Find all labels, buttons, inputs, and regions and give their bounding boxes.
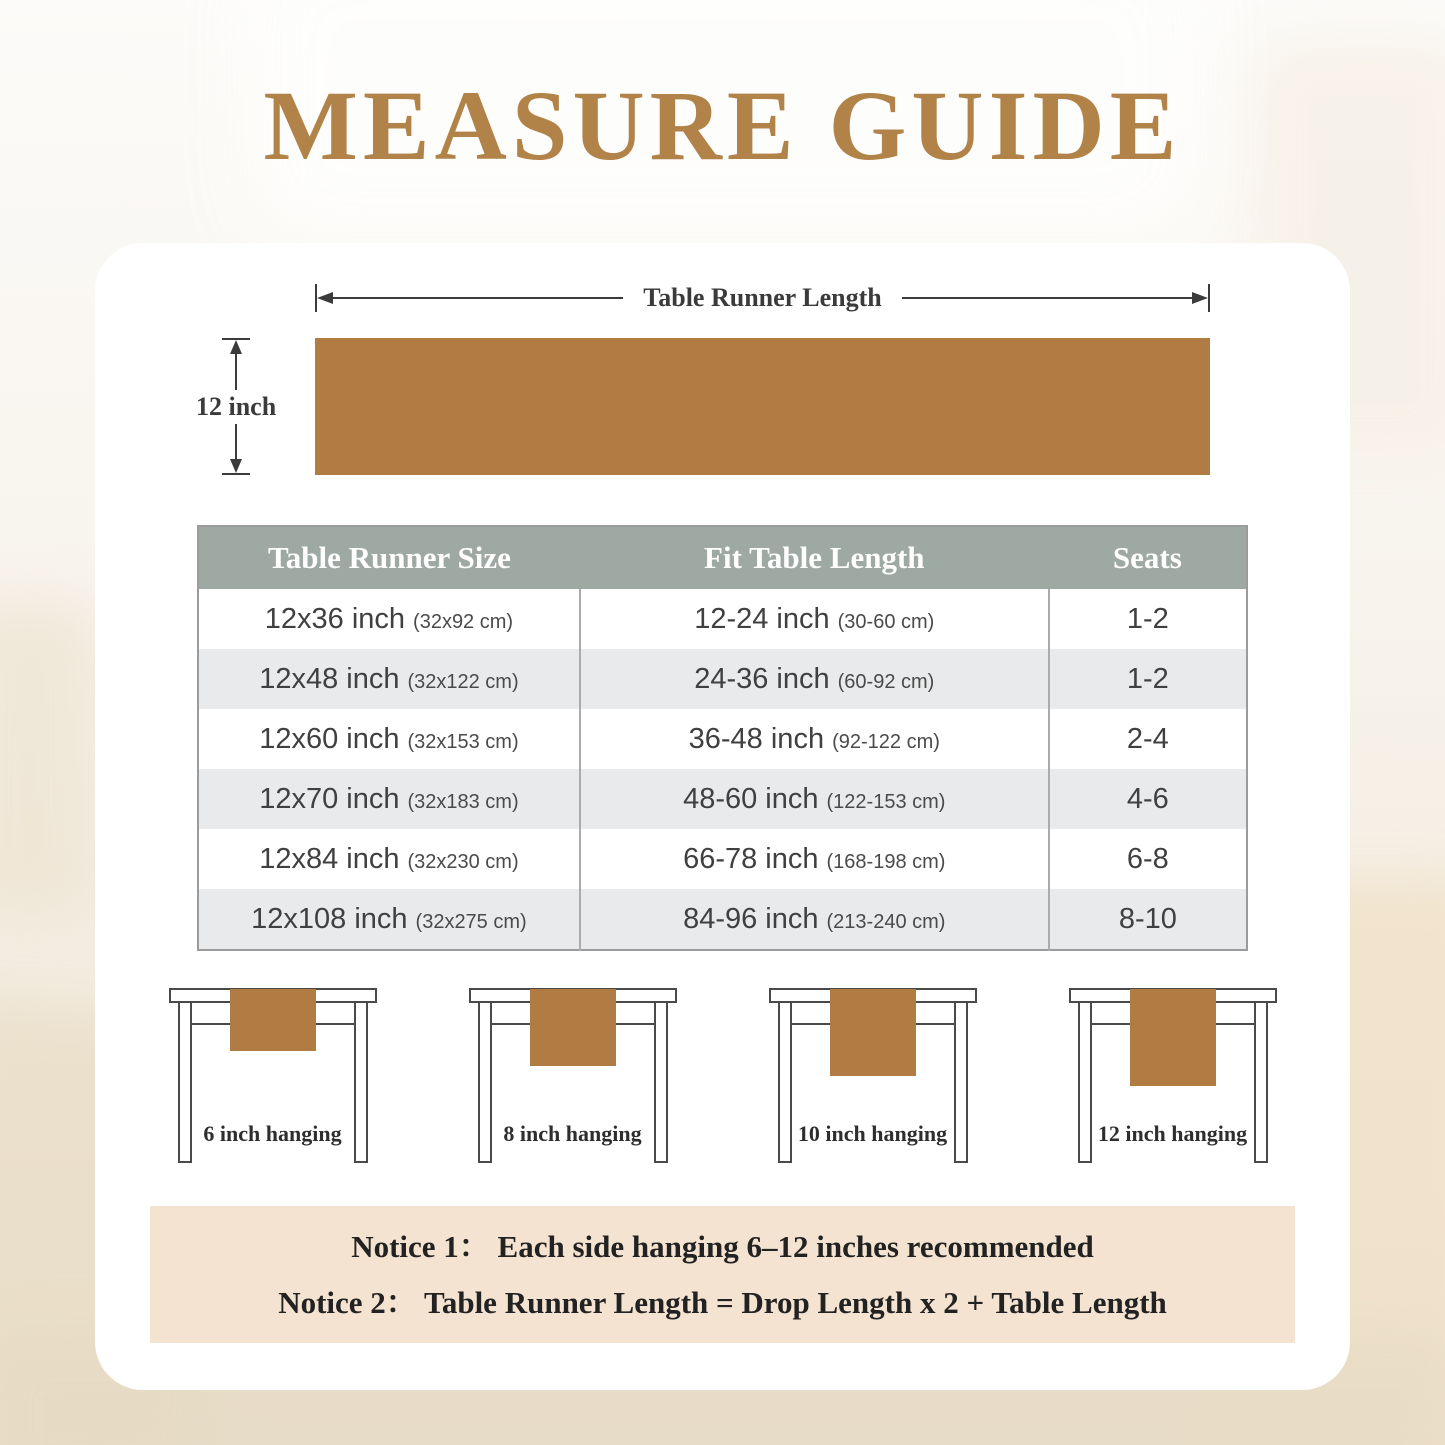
runner-drop (1130, 989, 1216, 1086)
fit-length: 66-78 inch (683, 842, 819, 875)
notice-1: Notice 1： Each side hanging 6–12 inches recommended (351, 1228, 1094, 1264)
runner-drop (830, 989, 916, 1076)
size-table (197, 525, 1248, 951)
table-row (198, 889, 1247, 950)
dimension-line (235, 354, 237, 390)
content-card (95, 243, 1350, 1390)
dimension-line (235, 424, 237, 460)
runner-size: 12x60 inch (259, 722, 400, 755)
runner-size: 12x36 inch (264, 602, 406, 635)
seats: 4-6 (1049, 769, 1247, 829)
seats: 6-8 (1049, 829, 1247, 889)
runner-size-cm: (32x275 cm) (415, 910, 527, 933)
fit-length-cm: (213-240 cm) (826, 910, 946, 933)
fit-length-cm: (168-198 cm) (826, 850, 946, 873)
table-row (198, 709, 1247, 769)
notice-2: Notice 2： Table Runner Length = Drop Length x 2 + Table Length (278, 1284, 1167, 1320)
fit-length: 48-60 inch (683, 782, 819, 815)
hanging-example-12 (1023, 981, 1323, 1186)
table-row (198, 829, 1247, 889)
runner-size-cm: (32x153 cm) (407, 730, 519, 753)
dimension-line (902, 297, 1192, 299)
runner-size-cm: (32x92 cm) (413, 610, 514, 633)
runner-size-cm: (32x122 cm) (407, 670, 519, 693)
width-dimension-indicator (196, 338, 276, 475)
page-title: MEASURE GUIDE (263, 70, 1182, 181)
hanging-examples-row (95, 981, 1350, 1186)
dimension-end-cap (222, 473, 250, 475)
fit-length: 12-24 inch (694, 602, 830, 635)
hanging-label: 12 inch hanging (1097, 1121, 1248, 1146)
table-header-row (198, 526, 1247, 589)
dimension-end-cap (1208, 284, 1210, 312)
runner-drop (230, 989, 316, 1051)
hanging-example-6 (123, 981, 423, 1186)
length-dimension-label: Table Runner Length (643, 283, 882, 312)
runner-size: 12x84 inch (259, 842, 400, 875)
runner-drop (530, 989, 616, 1066)
arrow-down-icon (230, 459, 242, 473)
header-fit-length: Fit Table Length (580, 526, 1049, 589)
fit-length-cm: (122-153 cm) (826, 790, 946, 813)
hanging-example-10 (723, 981, 1023, 1186)
length-dimension-indicator (315, 283, 1210, 313)
hanging-label: 6 inch hanging (203, 1121, 342, 1146)
hanging-example-8 (423, 981, 723, 1186)
arrow-up-icon (230, 340, 242, 354)
fit-length-cm: (60-92 cm) (837, 670, 935, 693)
table-row (198, 769, 1247, 829)
hanging-label: 8 inch hanging (503, 1121, 642, 1146)
arrow-right-icon (1192, 292, 1208, 304)
header-seats: Seats (1049, 526, 1247, 589)
fit-length: 36-48 inch (688, 722, 825, 755)
hanging-label: 10 inch hanging (797, 1121, 948, 1146)
arrow-left-icon (317, 292, 333, 304)
runner-size-cm: (32x230 cm) (407, 850, 519, 873)
runner-size: 12x48 inch (259, 662, 400, 695)
fit-length-cm: (30-60 cm) (837, 610, 935, 633)
seats: 8-10 (1049, 889, 1247, 950)
width-dimension-label: 12 inch (196, 391, 277, 421)
fit-length: 84-96 inch (683, 902, 819, 935)
table-row (198, 589, 1247, 649)
dimension-line (333, 297, 623, 299)
seats: 2-4 (1049, 709, 1247, 769)
fit-length: 24-36 inch (694, 662, 830, 695)
runner-size: 12x108 inch (251, 902, 408, 935)
notice-box (150, 1206, 1295, 1343)
runner-size: 12x70 inch (259, 782, 400, 815)
fit-length-cm: (92-122 cm) (832, 730, 940, 753)
seats: 1-2 (1049, 589, 1247, 649)
table-row (198, 649, 1247, 709)
runner-size-cm: (32x183 cm) (407, 790, 519, 813)
table-runner-swatch (315, 338, 1210, 475)
background-blur-shape (0, 600, 100, 920)
header-runner-size: Table Runner Size (198, 526, 580, 589)
seats: 1-2 (1049, 649, 1247, 709)
